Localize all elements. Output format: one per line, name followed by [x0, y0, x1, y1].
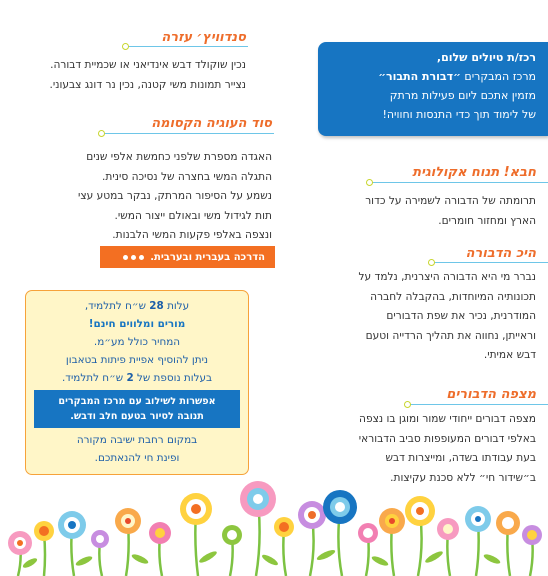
divider-dot: [122, 43, 129, 50]
flowers-decoration: [0, 465, 548, 576]
welcome-box: [318, 42, 548, 136]
sandwich-heading: סנדוויץ׳ עזרה: [161, 30, 246, 45]
sandwich-text: נכין שוקולד דבש אינדיאני או שכמיית דבורה. נצייר תמונות משי קטנה, נכין נר דונג צבעוני.: [49, 59, 246, 91]
divider-dot: [404, 401, 411, 408]
blossoms-illustration: [8, 481, 542, 555]
recycle-text: תרומתה של הדבורה לשמירה על כדור הארץ ומחזור חומרים.: [365, 195, 536, 227]
welcome-line2: מרכז המבקרים ״דבורת התבור״: [378, 70, 536, 83]
movie-text: האגדה מספרת שלפני כחמשת אלפי שנים התגלה המשי בחצרה של נסיכה סינית. נשמע על הסיפור המרתק, נבקר במטע עצי תות לגידול משי ובאולם ייצור המשי. ונצפה באלפי פקעות המשי הלבנות.: [78, 151, 272, 241]
seating-2: ופינת חי להנאתכם.: [94, 452, 180, 464]
divider-line: [128, 46, 248, 47]
price-pita-2: בעלות נוספת של 2 ש״ח לתלמיד.: [62, 372, 212, 384]
divider-line: [372, 182, 548, 183]
divider-dot: [98, 130, 105, 137]
bee-text: נברר מי היא הדבורה היצרנית, נלמד על תכונותיה המיוחדות, בהקבלה לחברה המודרנית, נכיר את שפת הדבורים וראייתן, נחווה את תהליך הרדייה וטעם דבש אמיתי.: [358, 271, 536, 361]
welcome-line1: רכז/ת טיולים שלום,: [436, 51, 536, 64]
price-cost: עלות 28 ש״ח לתלמיד,: [84, 300, 190, 312]
tour-language-label: הדרכה בעברית ובערבית.: [150, 251, 265, 263]
apiary-text: מצפה דבורים ייחודי שמור ומוגן בו נצפה באלפי דבורים המעופפות סביב הדבוראי בעת עבודתו בשדה, ומייצרות דבש ב״שידור חי״ ללא סכנת עקיצות.: [358, 413, 536, 484]
divider-line: [434, 262, 548, 263]
welcome-line4: של לימוד תוך כדי התנסות וחוויה!: [382, 108, 536, 121]
price-vat: המחיר כולל מע״מ.: [93, 336, 181, 348]
divider-dot: [366, 179, 373, 186]
pricing-box: [25, 290, 249, 475]
combo-banner: אפשרות לשילוב עם מרכז המבקרים תנובה לסיור בטעם חלב ודבש.: [34, 390, 240, 428]
bee-heading: היכ הדבורה: [465, 246, 536, 261]
tour-language-button[interactable]: [100, 246, 275, 268]
apiary-heading: מצפה הדבורים: [446, 387, 536, 402]
divider-line: [410, 404, 548, 405]
seating-1: במקום רחבת ישיבה מקורה: [76, 434, 198, 446]
divider-line: [104, 133, 274, 134]
divider-dot: [428, 259, 435, 266]
leaves-illustration: [22, 548, 502, 570]
dots-icon: [123, 255, 144, 260]
welcome-line3: מזמין אתכם ליום פעילות מרתק: [389, 89, 536, 102]
recycle-heading: חבא! תנוח אקולוגית: [412, 165, 536, 180]
price-free: מורים ומלווים חינם!: [88, 318, 186, 330]
movie-heading: סוד העוגיה הקסומה: [151, 116, 272, 131]
price-pita-1: ניתן להוסיף אפיית פיתות בטאבון: [65, 354, 209, 366]
